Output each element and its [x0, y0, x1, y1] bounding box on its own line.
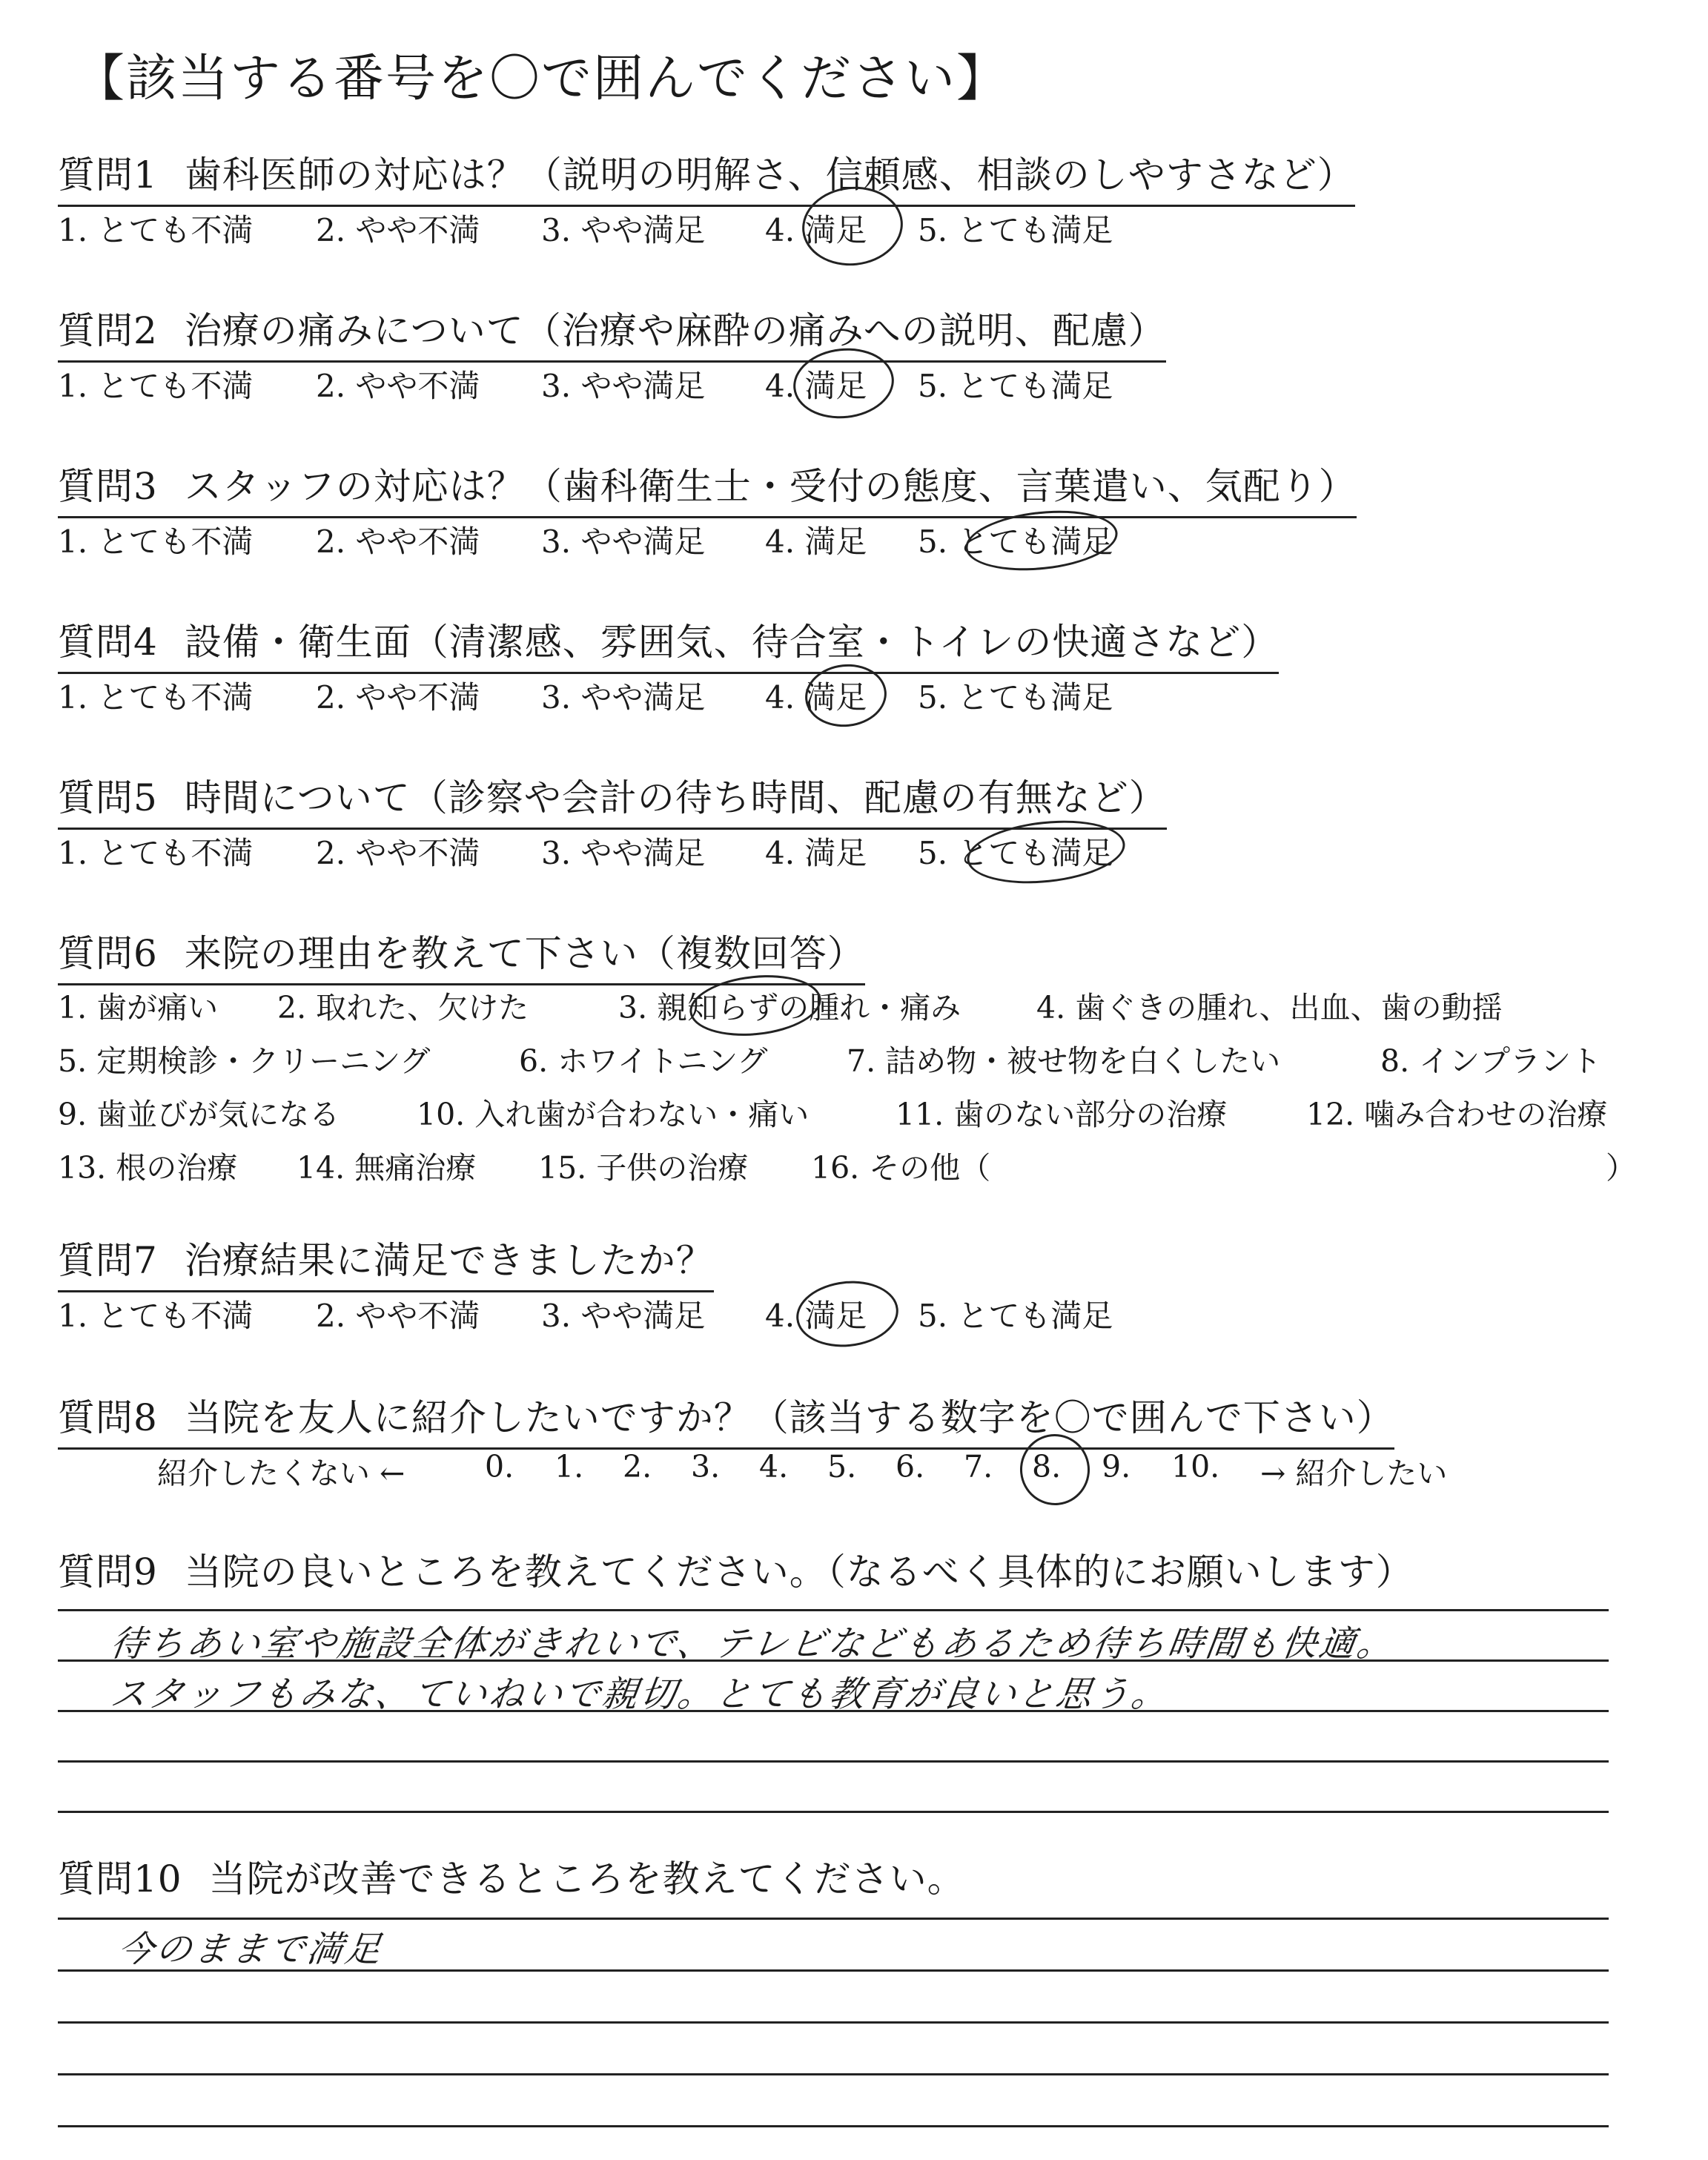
q6-option-11[interactable]: 11. 歯のない部分の治療: [896, 1097, 1228, 1132]
q6-option-13[interactable]: 13. 根の治療: [58, 1150, 238, 1186]
q3-option-5[interactable]: 5. とても満足: [918, 524, 1113, 560]
q6-option-6[interactable]: 6. ホワイトニング: [519, 1043, 768, 1079]
question-6-text: 来院の理由を教えて下さい（複数回答）: [184, 932, 865, 975]
q7-option-2[interactable]: 2. やや不満: [316, 1298, 480, 1334]
q8-scale-row: [0, 1449, 1708, 1493]
q6-option-5[interactable]: 5. 定期検診・クリーニング: [58, 1043, 431, 1079]
q1-option-4[interactable]: 4. 満足: [765, 212, 867, 248]
question-4-heading: [58, 612, 1279, 674]
question-10-heading: [58, 1849, 965, 1903]
question-9-text: 当院の良いところを教えてください。（なるべく具体的にお願いします）: [184, 1550, 1414, 1593]
question-5-heading: [58, 768, 1167, 830]
q8-value-5[interactable]: 5.: [827, 1449, 857, 1484]
q3-option-3[interactable]: 3. やや満足: [541, 524, 706, 560]
q6-option-9[interactable]: 9. 歯並びが気になる: [58, 1097, 340, 1132]
q10-answer-line-5: [58, 2125, 1609, 2127]
question-8-heading: [58, 1388, 1394, 1450]
q3-option-1[interactable]: 1. とても不満: [58, 524, 254, 560]
q8-value-0[interactable]: 0.: [485, 1449, 514, 1484]
q7-option-1[interactable]: 1. とても不満: [58, 1298, 254, 1334]
q4-option-5[interactable]: 5. とても満足: [918, 679, 1113, 716]
question-6-number: 質問6: [58, 932, 158, 975]
q8-value-1[interactable]: 1.: [555, 1449, 584, 1484]
q6-option-16[interactable]: 16. その他（: [811, 1150, 991, 1186]
question-8-text: 当院を友人に紹介したいですか？（該当する数字を〇で囲んで下さい）: [184, 1396, 1394, 1439]
q8-value-6[interactable]: 6.: [896, 1449, 925, 1484]
q10-answer-line-3: [58, 2021, 1609, 2024]
question-1-text: 歯科医師の対応は？（説明の明解さ、信頼感、相談のしやすさなど）: [184, 153, 1355, 196]
q6-option-1[interactable]: 1. 歯が痛い: [58, 990, 219, 1025]
q6-option-4[interactable]: 4. 歯ぐきの腫れ、出血、歯の動揺: [1036, 990, 1503, 1025]
q4-option-4[interactable]: 4. 満足: [765, 679, 867, 716]
question-3-text: スタッフの対応は？（歯科衛生士・受付の態度、言葉遣い、気配り）: [184, 465, 1357, 508]
q7-selection-circle: [793, 1276, 901, 1352]
q5-option-3[interactable]: 3. やや満足: [541, 835, 706, 871]
question-6-heading: [58, 924, 865, 985]
question-4-number: 質問4: [58, 621, 158, 664]
q5-option-2[interactable]: 2. やや不満: [316, 835, 480, 871]
q8-value-9[interactable]: 9.: [1102, 1449, 1131, 1484]
question-2-text: 治療の痛みについて（治療や麻酔の痛みへの説明、配慮）: [184, 309, 1166, 352]
q4-option-1[interactable]: 1. とても不満: [58, 679, 254, 716]
q6-option-14[interactable]: 14. 無痛治療: [297, 1150, 477, 1186]
q2-option-4[interactable]: 4. 満足: [765, 368, 867, 404]
q6-option-10[interactable]: 10. 入れ歯が合わない・痛い: [417, 1097, 810, 1132]
question-3-heading: [58, 457, 1357, 518]
q6-option-2[interactable]: 2. 取れた、欠けた: [277, 990, 529, 1025]
question-2-number: 質問2: [58, 309, 158, 352]
question-1-number: 質問1: [58, 153, 158, 196]
question-5-number: 質問5: [58, 776, 158, 819]
q8-left-label: 紹介したくない ←: [157, 1456, 406, 1491]
q8-right-label: → 紹介したい: [1260, 1456, 1448, 1491]
q1-option-3[interactable]: 3. やや満足: [541, 212, 706, 248]
q3-option-4[interactable]: 4. 満足: [765, 524, 867, 560]
q2-option-3[interactable]: 3. やや満足: [541, 368, 706, 404]
page-title: 【該当する番号を〇で囲んでください】: [74, 50, 1009, 108]
question-2-heading: [58, 301, 1166, 363]
q6-option-12[interactable]: 12. 噛み合わせの治療: [1306, 1097, 1608, 1132]
question-3-number: 質問3: [58, 465, 158, 508]
q5-option-4[interactable]: 4. 満足: [765, 835, 867, 871]
q1-option-5[interactable]: 5. とても満足: [918, 212, 1113, 248]
question-9-heading: [58, 1542, 1414, 1596]
q3-option-2[interactable]: 2. やや不満: [316, 524, 480, 560]
q9-answer-line-4: [58, 1760, 1609, 1763]
q9-answer-line-5: [58, 1811, 1609, 1813]
q6-other-close-paren: ）: [1606, 1150, 1636, 1186]
q8-value-3[interactable]: 3.: [691, 1449, 721, 1484]
question-9-number: 質問9: [58, 1550, 158, 1593]
q7-option-5[interactable]: 5. とても満足: [918, 1298, 1113, 1334]
q8-value-10[interactable]: 10.: [1171, 1449, 1220, 1484]
q6-option-8[interactable]: 8. インプラント: [1380, 1043, 1602, 1079]
q10-answer-line-1: [58, 1918, 1609, 1920]
question-5-text: 時間について（診察や会計の待ち時間、配慮の有無など）: [184, 776, 1167, 819]
q9-handwritten-answer-2[interactable]: スタッフもみな、ていねいで親切。とても教育が良いと思う。: [107, 1674, 1173, 1715]
q6-option-7[interactable]: 7. 詰め物・被せ物を白くしたい: [847, 1043, 1281, 1079]
q2-option-5[interactable]: 5. とても満足: [918, 368, 1113, 404]
q8-value-7[interactable]: 7.: [964, 1449, 993, 1484]
question-1-heading: [58, 145, 1355, 207]
q2-option-2[interactable]: 2. やや不満: [316, 368, 480, 404]
q9-handwritten-answer-1[interactable]: 待ちあい室や施設全体がきれいで、テレビなどもあるため待ち時間も快適。: [107, 1623, 1398, 1665]
q5-option-5[interactable]: 5. とても満足: [918, 835, 1113, 871]
q6-option-3[interactable]: 3. 親知らずの腫れ・痛み: [618, 990, 961, 1025]
question-7-text: 治療結果に満足できましたか？: [184, 1239, 714, 1282]
question-7-number: 質問7: [58, 1239, 158, 1282]
q4-option-2[interactable]: 2. やや不満: [316, 679, 480, 716]
question-10-text: 当院が改善できるところを教えてください。: [208, 1857, 965, 1900]
q8-value-8[interactable]: 8.: [1032, 1449, 1062, 1484]
question-4-text: 設備・衛生面（清潔感、雰囲気、待合室・トイレの快適さなど）: [184, 621, 1280, 664]
q5-option-1[interactable]: 1. とても不満: [58, 835, 254, 871]
question-7-heading: [58, 1231, 714, 1292]
q10-answer-line-4: [58, 2073, 1609, 2075]
question-10-number: 質問10: [58, 1857, 182, 1900]
q7-option-3[interactable]: 3. やや満足: [541, 1298, 706, 1334]
q1-option-1[interactable]: 1. とても不満: [58, 212, 254, 248]
question-8-number: 質問8: [58, 1396, 158, 1439]
q9-answer-line-1: [58, 1609, 1609, 1611]
q10-handwritten-answer-1[interactable]: 今のままで満足: [115, 1929, 386, 1970]
q6-option-15[interactable]: 15. 子供の治療: [538, 1150, 749, 1186]
q2-option-1[interactable]: 1. とても不満: [58, 368, 254, 404]
q8-value-2[interactable]: 2.: [623, 1449, 652, 1484]
q4-option-3[interactable]: 3. やや満足: [541, 679, 706, 716]
q7-option-4[interactable]: 4. 満足: [765, 1298, 867, 1334]
q8-value-4[interactable]: 4.: [759, 1449, 789, 1484]
q1-option-2[interactable]: 2. やや不満: [316, 212, 480, 248]
